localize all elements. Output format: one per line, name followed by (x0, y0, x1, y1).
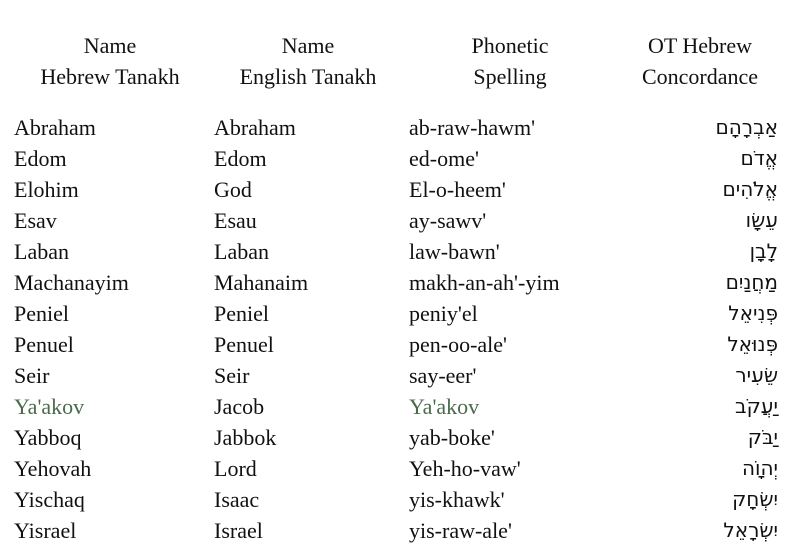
english-name-cell: Peniel (214, 301, 269, 326)
english-name-cell: God (214, 177, 252, 202)
phonetic-cell: makh-an-ah'-yim (409, 270, 560, 295)
table-row (0, 360, 798, 391)
table-row (0, 453, 798, 484)
table-row (0, 112, 798, 143)
english-name-cell: Laban (214, 239, 269, 264)
phonetic-cell: pen-oo-ale' (409, 332, 508, 357)
concordance-cell: אַבְרָהָם (715, 115, 778, 139)
header-line: Name (281, 33, 335, 58)
concordance-cell: מַחֲנַיִם (725, 270, 778, 294)
hebrew-name-cell: Peniel (14, 301, 69, 326)
concordance-cell: שֵׂעִיר (735, 363, 778, 387)
concordance-cell: עֵשָׂו (745, 208, 778, 232)
table-row (0, 174, 798, 205)
phonetic-cell: Ya'akov (409, 394, 480, 419)
header-hebrew-tanakh (10, 30, 210, 92)
phonetic-cell: law-bawn' (409, 239, 500, 264)
hebrew-name-cell: Penuel (14, 332, 74, 357)
table-row (0, 236, 798, 267)
concordance-cell: יַעֲקֹב (735, 394, 778, 418)
phonetic-cell: yab-boke' (409, 425, 495, 450)
phonetic-cell: ay-sawv' (409, 208, 487, 233)
english-name-cell: Isaac (214, 487, 260, 512)
concordance-cell: לָבָן (749, 239, 778, 263)
phonetic-cell: Yeh-ho-vaw' (409, 456, 521, 481)
english-name-cell: Mahanaim (214, 270, 309, 295)
phonetic-cell: ab-raw-hawm' (409, 115, 536, 140)
phonetic-cell: ed-ome' (409, 146, 479, 171)
hebrew-name-cell: Yehovah (14, 456, 92, 481)
table-row (0, 515, 798, 546)
concordance-cell: אֱדֹם (740, 146, 778, 170)
table-row (0, 205, 798, 236)
hebrew-name-cell: Esav (14, 208, 57, 233)
concordance-cell: יַבֹּק (747, 425, 778, 449)
english-name-cell: Seir (214, 363, 250, 388)
concordance-cell: פְּנוּאֵל (727, 332, 778, 356)
header-line: Spelling (473, 64, 547, 89)
concordance-cell: אֱלֹהִים (722, 177, 778, 201)
hebrew-name-cell: Seir (14, 363, 50, 388)
english-name-cell: Jacob (214, 394, 265, 419)
phonetic-cell: yis-khawk' (409, 487, 505, 512)
hebrew-name-cell: Ya'akov (14, 394, 85, 419)
english-name-cell: Penuel (214, 332, 274, 357)
header-line: Hebrew Tanakh (40, 64, 180, 89)
header-line: Concordance (641, 64, 759, 89)
header-english-tanakh (208, 30, 408, 92)
english-name-cell: Israel (214, 518, 263, 543)
concordance-cell: יְהוָֹה (741, 456, 778, 480)
table-row (0, 391, 798, 422)
table-row (0, 422, 798, 453)
concordance-cell: יִשְׂרָאֵל (723, 518, 778, 542)
header-line: OT Hebrew (647, 33, 753, 58)
header-line: Name (83, 33, 137, 58)
english-name-cell: Jabbok (214, 425, 277, 450)
table-row (0, 484, 798, 515)
header-ot-hebrew-concordance (600, 30, 798, 92)
hebrew-name-cell: Laban (14, 239, 69, 264)
english-name-cell: Abraham (214, 115, 296, 140)
phonetic-cell: peniy'el (409, 301, 478, 326)
table-row (0, 298, 798, 329)
table-row (0, 329, 798, 360)
phonetic-cell: yis-raw-ale' (409, 518, 512, 543)
table-row (0, 267, 798, 298)
english-name-cell: Esau (214, 208, 257, 233)
header-phonetic-spelling (410, 30, 610, 92)
phonetic-cell: El-o-heem' (409, 177, 506, 202)
phonetic-cell: say-eer' (409, 363, 477, 388)
hebrew-name-cell: Elohim (14, 177, 79, 202)
hebrew-name-cell: Abraham (14, 115, 96, 140)
header-line: English Tanakh (239, 64, 377, 89)
hebrew-name-cell: Yabboq (14, 425, 82, 450)
header-line: Phonetic (471, 33, 549, 58)
english-name-cell: Edom (214, 146, 267, 171)
hebrew-name-cell: Machanayim (14, 270, 129, 295)
concordance-cell: יִשְׂחָק (732, 487, 778, 511)
hebrew-name-cell: Yischaq (14, 487, 85, 512)
hebrew-name-cell: Yisrael (14, 518, 77, 543)
hebrew-name-cell: Edom (14, 146, 67, 171)
english-name-cell: Lord (214, 456, 257, 481)
concordance-cell: פְּנִיאֵל (728, 301, 778, 325)
table-body (0, 112, 798, 546)
table-row (0, 143, 798, 174)
